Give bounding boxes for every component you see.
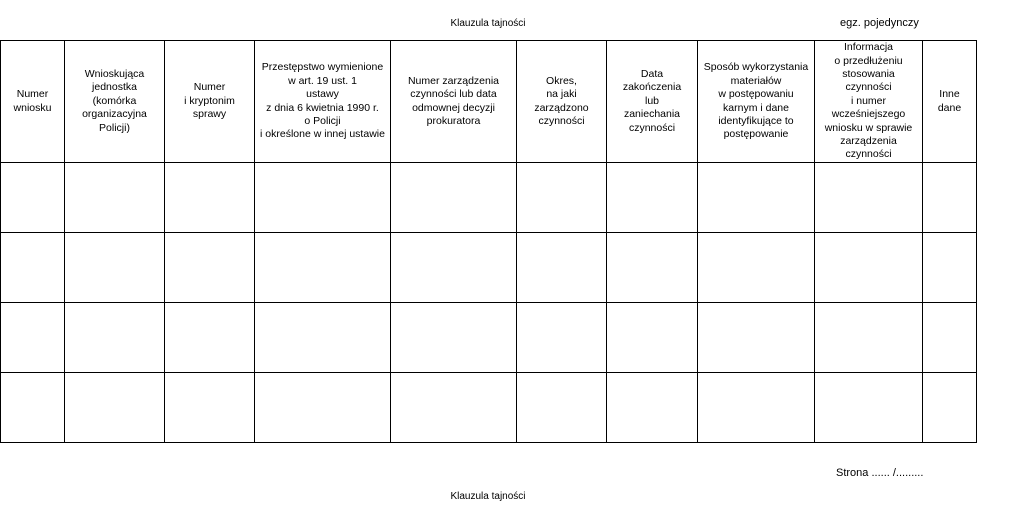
table-cell[interactable] [65,373,165,443]
table-cell[interactable] [815,373,923,443]
table-cell[interactable] [517,373,607,443]
column-header-request-number: Numer wniosku [1,41,65,163]
table-cell[interactable] [923,233,977,303]
table-row [1,163,977,233]
table-cell[interactable] [815,233,923,303]
bottom-confidentiality-clause: Klauzula tajności [450,491,526,502]
table-cell[interactable] [698,303,815,373]
table-cell[interactable] [391,373,517,443]
column-header-materials-use: Sposób wykorzystania materiałów w postępowaniu karnym i dane identyfikujące to postępowanie [698,41,815,163]
table-cell[interactable] [255,163,391,233]
table-cell[interactable] [255,373,391,443]
column-header-other-data: Inne dane [923,41,977,163]
table-cell[interactable] [65,163,165,233]
page-counter: Strona ...... /......... [836,467,924,479]
table-cell[interactable] [1,303,65,373]
register-table [0,40,977,443]
table-row [1,303,977,373]
table-cell[interactable] [165,303,255,373]
column-header-case-number: Numer i kryptonim sprawy [165,41,255,163]
table-cell[interactable] [607,163,698,233]
table-cell[interactable] [165,233,255,303]
table-cell[interactable] [1,233,65,303]
table-cell[interactable] [1,373,65,443]
table-cell[interactable] [1,163,65,233]
table-cell[interactable] [517,233,607,303]
table-cell[interactable] [65,303,165,373]
table-cell[interactable] [923,303,977,373]
table-cell[interactable] [698,163,815,233]
table-cell[interactable] [607,303,698,373]
table-cell[interactable] [607,233,698,303]
table-cell[interactable] [815,303,923,373]
header-row [1,41,977,163]
table-cell[interactable] [698,373,815,443]
table-cell[interactable] [517,303,607,373]
table-cell[interactable] [607,373,698,443]
top-confidentiality-clause: Klauzula tajności [450,18,526,29]
copy-label: egz. pojedynczy [840,17,919,29]
table-cell[interactable] [165,373,255,443]
table-cell[interactable] [255,233,391,303]
table-cell[interactable] [698,233,815,303]
column-header-period: Okres, na jaki zarządzono czynności [517,41,607,163]
table-row [1,373,977,443]
table-cell[interactable] [391,303,517,373]
table-cell[interactable] [815,163,923,233]
column-header-requesting-unit: Wnioskująca jednostka (komórka organizacyjna Policji) [65,41,165,163]
table-cell[interactable] [391,163,517,233]
table-cell[interactable] [65,233,165,303]
table-cell[interactable] [391,233,517,303]
table-cell[interactable] [923,373,977,443]
table-cell[interactable] [165,163,255,233]
table-cell[interactable] [923,163,977,233]
table-cell[interactable] [517,163,607,233]
table-row [1,233,977,303]
column-header-extension-info: Informacja o przedłużeniu stosowania czynności i numer wcześniejszego wniosku w sprawie zarządzenia czynności [815,41,923,163]
column-header-order-number: Numer zarządzenia czynności lub data odmownej decyzji prokuratora [391,41,517,163]
table-cell[interactable] [255,303,391,373]
column-header-offence: Przestępstwo wymienione w art. 19 ust. 1 ustawy z dnia 6 kwietnia 1990 r. o Policji i określone w innej ustawie [255,41,391,163]
column-header-end-date: Data zakończenia lub zaniechania czynności [607,41,698,163]
